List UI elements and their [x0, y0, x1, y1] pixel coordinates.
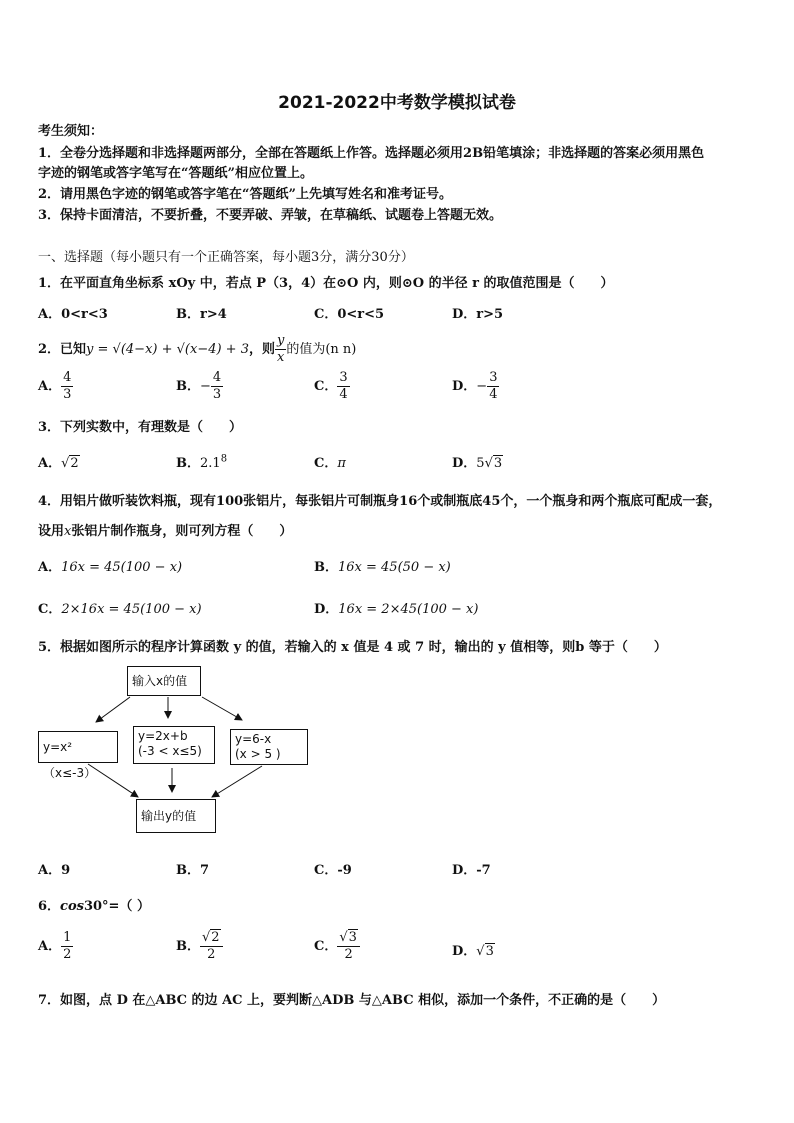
notice-item-2: 2．请用黑色字迹的钢笔或答字笔在“答题纸”上先填写姓名和准考证号。	[38, 187, 453, 202]
q3-option-b-repeat: 8	[220, 453, 228, 465]
q3-option-d-coef: 5	[476, 456, 485, 471]
q6-option-c-num	[337, 930, 360, 947]
q1-option-c[interactable]: C．0<r<5	[314, 307, 385, 322]
q6-option-b-fraction	[200, 930, 223, 963]
sqrt-symbol: √2	[61, 456, 79, 471]
q2-option-a-letter: A．	[38, 379, 62, 394]
q2-fraction-den: x	[277, 350, 285, 365]
q6-option-d-letter: D．	[452, 944, 477, 959]
notice-heading: 考生须知：	[38, 124, 104, 139]
q4-option-a-letter: A．	[38, 560, 62, 575]
q2-prefix: 2．已知	[38, 342, 87, 357]
q5-option-b[interactable]: B．7	[176, 863, 210, 878]
sqrt-symbol: √2	[202, 930, 220, 945]
q4-line2-a: 设用	[38, 524, 65, 539]
q6-rest: 30°=（ ）	[83, 899, 150, 914]
q3-option-b-letter: B．	[176, 456, 200, 471]
q5-option-d[interactable]: D．-7	[452, 863, 491, 878]
arrow-right-to-output	[212, 766, 262, 797]
sqrt-symbol: √3	[339, 930, 357, 945]
flow-middle-line-2: (-3 < x≤5)	[138, 744, 202, 758]
q2-option-b-letter: B．	[176, 379, 200, 394]
q3-option-d-letter: D．	[452, 456, 477, 471]
q4-option-d-value: 16x = 2×45(100 − x)	[338, 602, 479, 617]
q4-line2-x: x	[64, 524, 72, 539]
q1-stem: 1．在平面直角坐标系 xOy 中，若点 P（3，4）在⊙O 内，则⊙O 的半径 r 的取值范围是（ ）	[38, 276, 614, 291]
q4-stem-line-1: 4．用铝片做听装饮料瓶，现有100张铝片，每张铝片可制瓶身16个或制瓶底45个，一个瓶身和两个瓶底可配成一套，	[38, 494, 722, 509]
q3-option-a-radicand: 2	[70, 456, 79, 471]
q2-option-c-letter: C．	[314, 379, 338, 394]
q3-option-d-radicand: 3	[493, 456, 503, 471]
q6-option-b-radicand: 2	[211, 930, 220, 945]
q4-option-d-letter: D．	[314, 602, 339, 617]
q3-option-c-letter: C．	[314, 456, 338, 471]
flow-input-box: 输入x的值	[127, 666, 201, 696]
flow-output-box: 输出y的值	[136, 799, 216, 833]
q3-stem: 3．下列实数中，有理数是（ ）	[38, 420, 243, 435]
flow-left-box: y=x² （x≤-3）	[38, 731, 118, 763]
flow-right-box	[230, 729, 308, 765]
q2-option-d-den: 4	[489, 387, 498, 402]
q6-option-b-num	[200, 930, 223, 947]
q4-option-c-value: 2×16x = 45(100 − x)	[61, 602, 202, 617]
q6-option-b[interactable]	[176, 930, 223, 963]
q6-option-c[interactable]	[314, 930, 360, 963]
q2-option-d-sign: −	[476, 379, 488, 394]
q2-expression: y = √(4−x) + √(x−4) + 3	[86, 342, 249, 357]
q6-option-c-fraction	[337, 930, 360, 963]
q2-mid: ，则	[248, 342, 275, 357]
q3-option-b-value: 2.1	[200, 456, 221, 471]
q2-option-b-sign: −	[200, 379, 211, 394]
q6-option-c-radicand: 3	[348, 930, 357, 945]
q2-option-d-letter: D．	[452, 379, 477, 394]
q7-stem: 7．如图，点 D 在△ABC 的边 AC 上，要判断△ADB 与△ABC 相似，添加一个条件，不正确的是（ ）	[38, 993, 666, 1008]
q6-option-a-num: 1	[63, 930, 72, 945]
q4-option-c-letter: C．	[38, 602, 62, 617]
q6-cos: cos	[60, 899, 84, 914]
q6-option-d[interactable]	[452, 940, 495, 959]
q4-option-b-value: 16x = 45(50 − x)	[338, 560, 451, 575]
q2-option-c-den: 4	[339, 387, 348, 402]
q4-option-b-letter: B．	[314, 560, 338, 575]
q5-stem: 5．根据如图所示的程序计算函数 y 的值，若输入的 x 值是 4 或 7 时，输出的 y 值相等，则b 等于（ ）	[38, 640, 667, 655]
arrow-to-right	[202, 697, 242, 720]
q2-option-c-num: 3	[339, 370, 348, 385]
q6-option-c-den: 2	[344, 947, 353, 962]
q6-option-b-den: 2	[207, 947, 216, 962]
flow-middle-box	[133, 726, 215, 764]
q2-option-b-num: 4	[212, 370, 222, 385]
sqrt-symbol: √3	[476, 944, 494, 959]
q6-option-a-fraction	[61, 930, 73, 963]
q6-option-a[interactable]	[38, 930, 73, 963]
q1-option-b[interactable]: B．r>4	[176, 307, 227, 322]
q5-option-a[interactable]: A．9	[38, 863, 71, 878]
arrow-to-left	[96, 697, 130, 722]
page-title: 2021-2022中考数学模拟试卷	[278, 93, 516, 113]
q6-option-b-letter: B．	[176, 939, 200, 954]
q6-option-a-letter: A．	[38, 939, 62, 954]
q6-option-c-letter: C．	[314, 939, 338, 954]
q3-option-c-value: π	[337, 456, 346, 471]
q5-option-c[interactable]: C．-9	[314, 863, 352, 878]
q2-option-a-den: 3	[63, 387, 72, 402]
notice-item-3: 3．保持卡面清洁，不要折叠，不要弄破、弄皱，在草稿纸、试题卷上答题无效。	[38, 208, 503, 223]
q4-line2-b: 张铝片制作瓶身，则可列方程（ ）	[71, 524, 293, 539]
q6-stem	[38, 895, 150, 914]
q2-fraction-num: y	[277, 333, 285, 348]
q2-option-a-num: 4	[63, 370, 72, 385]
sqrt-symbol: √3	[484, 456, 503, 471]
q2-suffix: 的值为(n n)	[286, 342, 357, 357]
q6-option-d-radicand: 3	[485, 944, 494, 959]
flow-right-line-1: y=6-x	[235, 732, 272, 746]
q1-option-d[interactable]: D．r>5	[452, 307, 504, 322]
q2-option-d-num: 3	[489, 370, 498, 385]
q6-number: 6．	[38, 899, 61, 914]
q2-option-b-den: 3	[212, 387, 222, 402]
section-heading: 一、选择题（每小题只有一个正确答案，每小题3分，满分30分）	[38, 250, 414, 265]
q6-option-a-den: 2	[63, 947, 72, 962]
q4-option-a-value: 16x = 45(100 − x)	[61, 560, 183, 575]
flow-right-line-2: (x > 5 )	[235, 747, 281, 761]
q3-option-a-letter: A．	[38, 456, 62, 471]
flow-middle-line-1: y=2x+b	[138, 729, 188, 743]
notice-item-1-cont: 字迹的钢笔或答字笔写在“答题纸”相应位置上。	[38, 166, 313, 181]
notice-item-1: 1．全卷分选择题和非选择题两部分，全部在答题纸上作答。选择题必须用2B铅笔填涂；非选择题的答案必须用黑色	[38, 146, 705, 161]
q1-option-a[interactable]: A．0<r<3	[38, 307, 108, 322]
